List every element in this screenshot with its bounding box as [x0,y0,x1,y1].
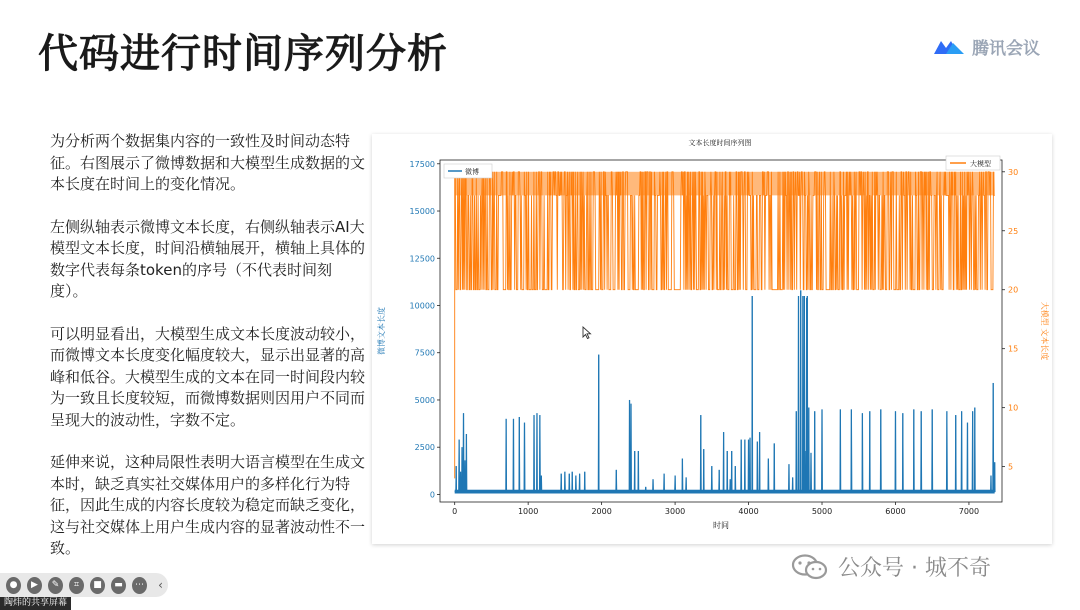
time-series-chart [372,134,1052,544]
legend-weibo-label: 微博 [465,168,479,176]
left-tick-label-0: 0 [429,490,435,500]
right-tick-label-30: 30 [1008,167,1019,177]
collapse-icon[interactable]: ‹ [158,578,163,592]
weibo-baseline [455,490,995,494]
left-tick-label-7500: 7500 [414,348,435,358]
legend-weibo [444,164,492,178]
play-icon[interactable]: ▶ [27,577,42,594]
explanation-text [50,131,368,581]
legend-llm-label: 大模型 [970,160,991,168]
right-tick-label-20: 20 [1008,285,1019,295]
right-tick-label-15: 15 [1008,344,1019,354]
legend-llm [946,156,1000,170]
wechat-watermark [790,551,991,582]
left-tick-label-15000: 15000 [409,207,435,217]
tencent-meeting-icon [932,38,966,56]
logo-text: 腾讯会议 [972,39,1040,59]
x-tick-label-2000: 2000 [591,507,612,516]
x-tick-label-0: 0 [452,507,458,516]
x-tick-label-3000: 3000 [664,507,686,516]
right-tick-label-25: 25 [1008,226,1019,236]
left-axis-label: 微博文本长度 [377,307,386,355]
right-tick-label-10: 10 [1008,403,1019,413]
mouse-cursor-icon [582,326,592,340]
camera-icon[interactable]: ■ [90,577,105,594]
left-tick-label-5000: 5000 [414,395,435,405]
paragraph-1: 为分析两个数据集内容的一致性及时间动态特征。右图展示了微博数据和大模型生成数据的文本长度在时间上的变化情况。 [50,132,366,193]
llm-band [455,172,995,196]
left-tick-label-17500: 17500 [409,159,435,169]
wechat-icon [790,553,830,581]
chat-icon[interactable]: ▬ [111,577,126,594]
pen-icon[interactable]: ✎ [48,577,63,594]
screen-share-label: 陶炜的共享屏幕 [0,597,71,610]
x-tick-label-7000: 7000 [958,507,980,516]
paragraph-2: 左侧纵轴表示微博文本长度，右侧纵轴表示AI大模型文本长度，时间沿横轴展开，横轴上具体的数字代表每条token的序号（不代表时间刻度）。 [50,217,366,300]
chart-title: 文本长度时间序列图 [688,139,752,147]
left-tick-label-12500: 12500 [409,254,435,264]
left-tick-label-2500: 2500 [414,443,435,453]
screenshot-icon[interactable]: ⌗ [69,577,84,594]
x-tick-label-6000: 6000 [885,507,906,516]
chart-svg [372,134,1052,544]
watermark-text: 公众号 · 城不奇 [838,556,991,581]
x-tick-label-1000: 1000 [517,507,539,516]
record-icon[interactable]: ● [6,577,21,594]
x-tick-label-5000: 5000 [811,507,833,516]
right-tick-label-5: 5 [1008,462,1014,472]
more-icon[interactable]: ⋯ [132,577,147,594]
right-axis-label: 大模型 文本长度 [1040,301,1049,361]
left-tick-label-10000: 10000 [409,301,435,311]
slide-title: 代码进行时间序列分析 [38,31,448,77]
x-axis-label: 时间 [713,521,729,530]
tencent-meeting-logo [932,34,1040,59]
meeting-toolbar [0,573,168,597]
x-tick-label-4000: 4000 [738,507,759,516]
paragraph-3: 可以明显看出，大模型生成文本长度波动较小，而微博文本长度变化幅度较大，显示出显著的高峰和低谷。大模型生成的文本在同一时间段内较为一致且长度较短，而微博数据则因用户不同而呈现大的波动性，字数不定。 [50,324,366,429]
paragraph-4: 延伸来说，这种局限性表明大语言模型在生成文本时，缺乏真实社交媒体用户的多样化行为特征，因此生成的内容长度较为稳定而缺乏变化，这与社交媒体上用户生成内容的显著波动性不一致。 [50,453,366,557]
